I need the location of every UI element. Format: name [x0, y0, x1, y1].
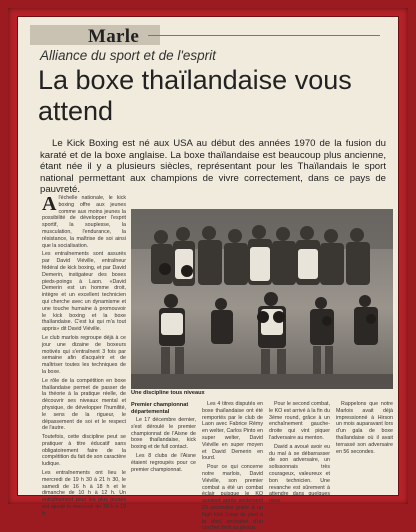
paragraph: Les 8 clubs de l'Aisne étaient regroupés pour ce premier championnat. — [131, 452, 196, 473]
paragraph: Le rôle de la compétition en boxe thaïlandaise permet de passer de la théorie à la pratique réelle, de découvrir ses niveaux mental et physique, de développer l'humilité, le sens de la rigueur, le dépassement de soi et le respect de l'autre. — [42, 377, 126, 432]
paragraph: Toutefois, cette discipline peut se pratiquer à titre éducatif sans obligatoirement faire de la compétition du fait de son caractère ludique. — [42, 434, 126, 468]
section-name: Marle — [88, 26, 140, 47]
red-mat-frame — [8, 8, 408, 532]
paragraph: l'échelle nationale, le kick boxing offre aux jeunes comme aux moins jeunes la possibilité de développer l'esprit sportif, la souplesse, la musculation, l'endurance, la résistance, la maîtrise de soi ainsi que la socialisation. — [42, 195, 126, 249]
paragraph: Pour ce qui concerne notre marlois, David Viéville, son premier combat a été un combat éclair puisque le KO survient après seulement 23 secondes grâce à un high kick (coup de pied à la tête) enchaîné d'un crochet droit au plexus. — [202, 464, 263, 532]
body-column-4 — [269, 401, 330, 505]
section-rule — [148, 35, 380, 36]
paragraph: Les 4 titres disputés en boxe thaïlandaise ont été remportés par le club de Laon avec Fabrice Rémy en welter, Carlos Pinto en super welter, David Viéville en super moyen et David Demerin en lourd. — [202, 401, 263, 462]
paragraph: David a avoué avoir eu du mal à se débarrasser de son adversaire, un solissonnais très courageux, valeureux et bon technicien. Une revanche est sûrement à attendre dans quelques mois. — [269, 443, 330, 505]
subheading: Premier championnat départemental — [131, 402, 189, 415]
drop-cap: A — [42, 193, 57, 215]
body-column-1 — [42, 193, 126, 517]
paragraph: Les entraînements sont assurés par David Viéville, entraîneur fédéral de kick boxing, et par David Demerin, instigateur des boxes pieds-poings à Laon. «David Demerin est un homme droit, intègre et un excellent technicien qui cherche avec un dynamisme et une touche humaine à promouvoir le kick boxing et la boxe thaïlandaise. C'est lui qui m'a tout appris» dit David Viéville. — [42, 251, 126, 333]
paragraph: Pour le second combat, le KO est arrivé à la fin du 3ème round, grâce à un enchaînement gauche-droite qui vint piquer l'adversaire au menton. — [269, 401, 330, 441]
body-column-3 — [202, 401, 263, 532]
article-lead: Le Kick Boxing est né aux USA au début des années 1970 de la fusion du karaté et de la boxe anglaise. La boxe thaïlandaise est beaucoup plus ancienne, étant née il y a plusieurs siècles, représentant pour les Thaïlandais le sport national permettant aux champions de vivre correctement, dans ce pays de pauvreté. — [40, 138, 386, 195]
team-photo — [131, 209, 393, 389]
body-column-2 — [131, 417, 196, 495]
body-column-5 — [336, 401, 393, 495]
newspaper-clipping — [18, 17, 398, 532]
article-headline: La boxe thaïlandaise vous attend — [38, 65, 352, 126]
photo-caption: Une discipline tous niveaux — [131, 390, 205, 396]
paragraph: Rappelons que notre Marlois avait déjà impressionné à Hirson un mois auparavant lors d'un gala de boxe thaïlandaise où il avait terrassé son adversaire en 56 secondes. — [336, 401, 393, 455]
paragraph: Le club marlois regroupe déjà à ce jour une dizaine de boxeurs motivés qui s'entraînent 3 fois par semaine afin d'acquérir et de maîtriser toutes les techniques de la boxe. — [42, 334, 126, 375]
paragraph: Les entraînements ont lieu le mercredi de 19 h 30 à 21 h 30, le samedi de 16 h à 18 h et le dimanche de 10 h à 12 h. Un entraînement pour les plus jeunes est ajouté le mercredi de 18 h à 19 h. — [42, 470, 126, 517]
article-kicker: Alliance du sport et de l'esprit — [40, 48, 216, 63]
team-photo-illustration — [131, 209, 393, 389]
paragraph: Le 17 décembre dernier, s'est déroulé le premier championnat de l'Aisne de boxe thaïlandaise, kick boxing et de full contact. — [131, 417, 196, 451]
